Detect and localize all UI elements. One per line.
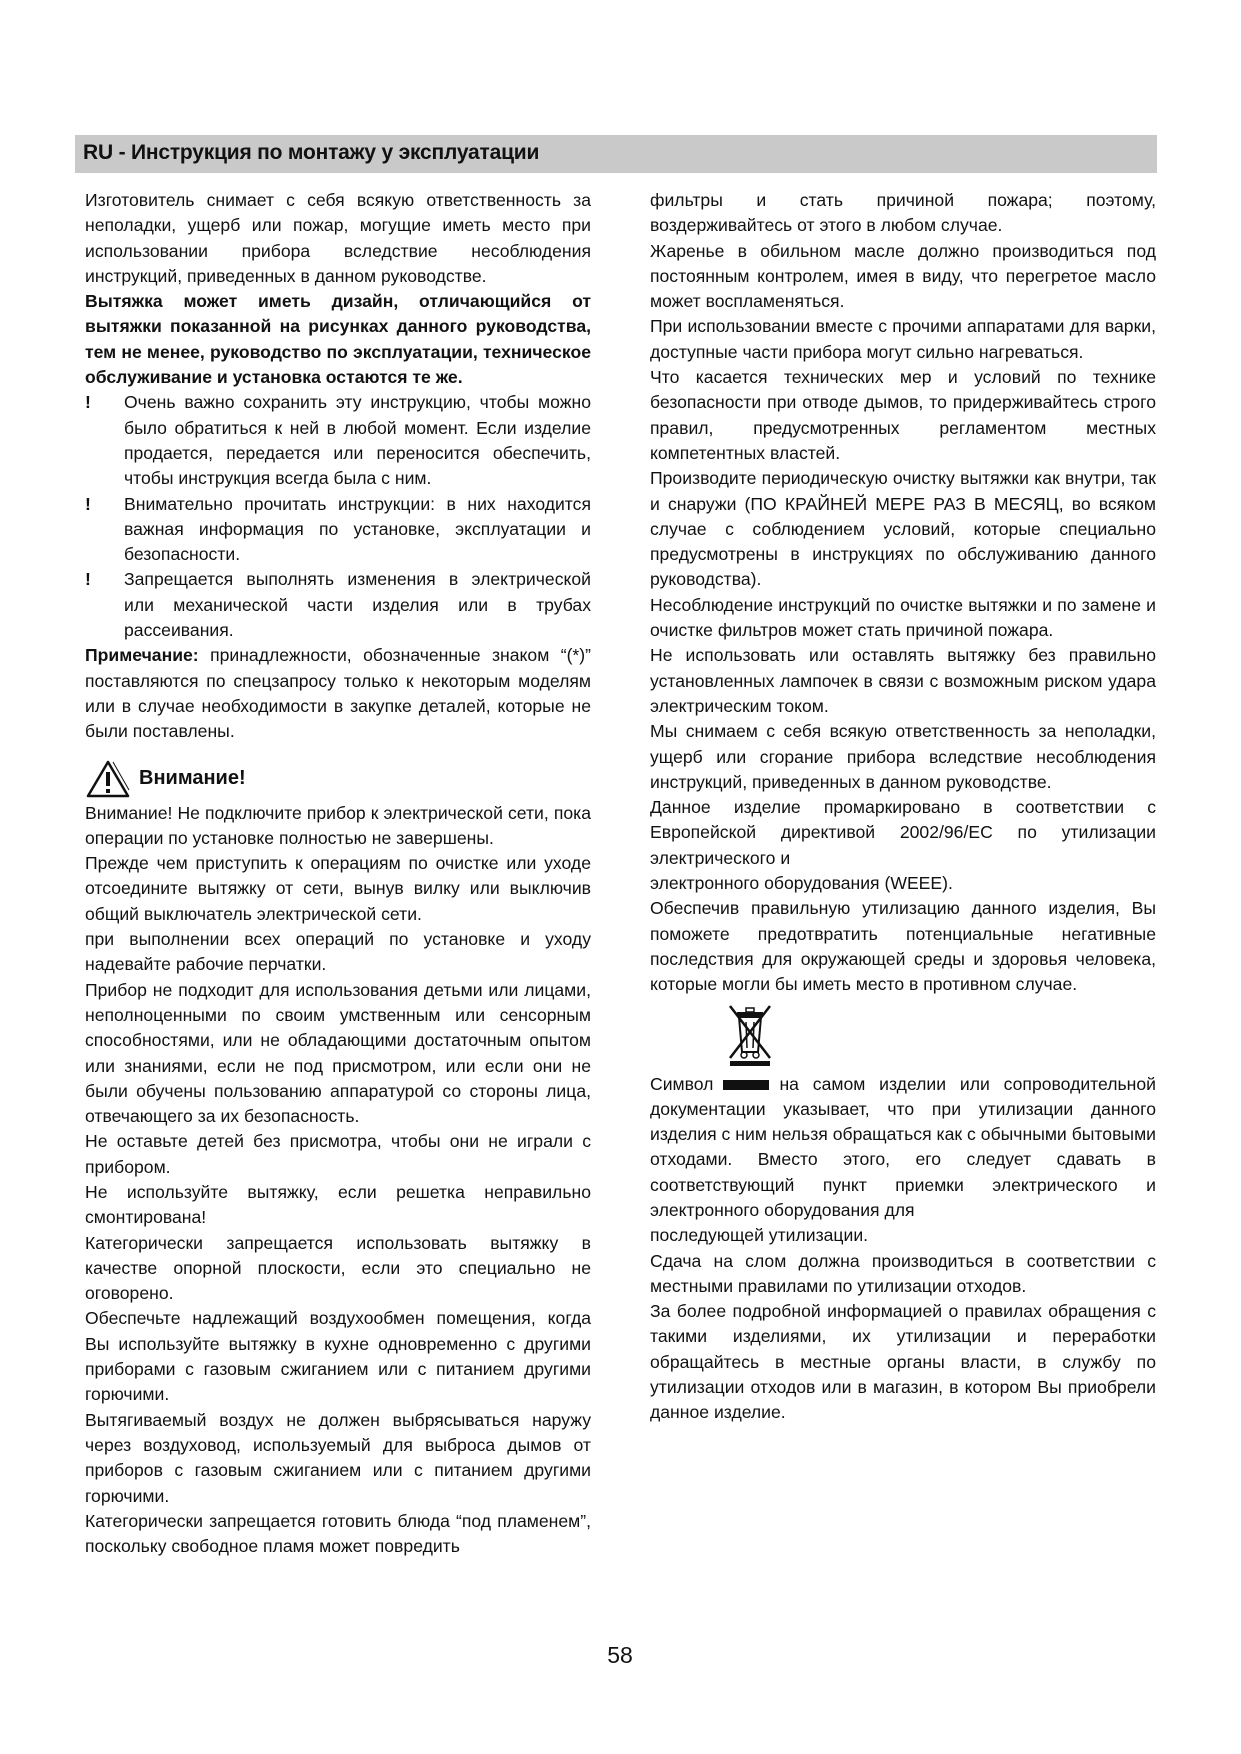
safety-paragraph: фильтры и стать причиной пожара; поэтому, воздерживайтесь от этого в любом случае. [650,190,1156,236]
safety-paragraph: Производите периодическую очистку вытяжки как внутри, так и снаружи (ПО КРАЙНЕЙ МЕРЕ РАЗ В МЕСЯЦ, во всяком случае с соблюдением условий, которые специально предусмотрены в инструкциях по обслуживанию данного руководства). [650,468,1156,590]
warning-paragraph: Не используйте вытяжку, если решетка неправильно смонтирована! [85,1181,591,1228]
symbol-paragraph [650,1072,1156,1224]
exclamation-icon: ! [85,493,91,514]
design-notice: Вытяжка может иметь дизайн, отличающийся от вытяжки показанной на рисунках данного руководства, тем не менее, руководство по эксплуатации, техническое обслуживание и установка остаются те же. [85,291,591,388]
bullet-text: Очень важно сохранить эту инструкцию, чтобы можно было обратиться к ней в любой момент. Если изделие продается, передается или переносится обеспечить, чтобы инструкция всегда была с ним. [124,392,591,489]
disposal-paragraph: Сдача на слом должна производиться в соответствии с местными правилами по утилизации отходов. [650,1250,1156,1296]
symbol-label: Символ [650,1073,714,1094]
note-label: Примечание: [85,645,199,666]
weee-paragraph: электронного оборудования (WEEE). [650,873,953,894]
warning-paragraph: Обеспечьте надлежащий воздухообмен помещения, когда Вы используйте вытяжку в кухне одновременно с другими приборами с газовым сжиганием или с питанием другими горючими. [85,1308,591,1405]
warning-paragraph: Не оставьте детей без присмотра, чтобы они не играли с прибором. [85,1131,591,1177]
intro-paragraph: Изготовитель снимает с себя всякую ответственность за неполадки, ущерб или пожар, могущие иметь место при использовании прибора вследствие несоблюдения инструкций, приведенных в данном руководстве. [85,190,591,286]
bullet-item [85,567,591,643]
warning-paragraph: Вытягиваемый воздух не должен выбрясываться наружу через воздуховод, используемый для выброса дымов от приборов с газовым сжиганием или с питанием другими горючими. [85,1409,591,1506]
warning-paragraph: Прибор не подходит для использования детьми или лицами, неполноценными по своим умственным или сенсорным способностями, или не обладающими достаточным опытом или знаниями, если не под присмотром, или если они не были обучены пользованию аппаратурой со стороны лица, отвечающего за их безопасность. [85,979,591,1127]
safety-paragraph: Несоблюдение инструкций по очистке вытяжки и по замене и очистке фильтров может стать причиной пожара. [650,594,1156,641]
warning-paragraph: Категорически запрещается использовать вытяжку в качестве опорной плоскости, если это специально не оговорено. [85,1232,591,1304]
bullet-item [85,390,591,491]
bullet-text: Внимательно прочитать инструкции: в них находится важная информация по установке, эксплуатации и безопасности. [124,493,591,565]
left-column [85,188,591,1559]
weee-paragraph: Данное изделие промаркировано в соответствии с Европейской директивой 2002/96/EC по утилизации электрического и [650,797,1156,868]
warning-heading [85,759,591,799]
warning-paragraph: при выполнении всех операций по установке и уходу надевайте рабочие перчатки. [85,929,591,975]
warning-title: Внимание! [139,766,246,789]
symbol-text: на самом изделии или сопроводительной документации указывает, что при утилизации данного изделия с ним нельзя обращаться как с обычными бытовыми отходами. Вместо этого, его следует сдавать в соответствующий пункт приемки электрического и электронного оборудования для [650,1073,1156,1220]
note-paragraph [85,643,591,744]
black-bar-icon [723,1080,769,1090]
warning-triangle-icon [85,759,131,799]
right-column [650,188,1156,1426]
weee-symbol-row [650,998,1156,1072]
safety-paragraph: Жаренье в обильном масле должно производиться под постоянным контролем, имея в виду, что перегретое масло может воспламеняться. [650,240,1156,312]
page-number: 58 [607,1642,633,1668]
safety-paragraph: Что касается технических мер и условий по технике безопасности при отводе дымов, то придерживайтесь строго правил, предусмотренных регламентом местных компетентных властей. [650,367,1156,463]
safety-paragraph: При использовании вместе с прочими аппаратами для варки, доступные части прибора могут сильно нагреваться. [650,316,1156,362]
safety-paragraph: Мы снимаем с себя всякую ответственность за неполадки, ущерб или сгорание прибора вследствие несоблюдения инструкций, приведенных в данном руководстве. [650,721,1156,792]
bullet-text: Запрещается выполнять изменения в электрической или механической части изделия или в трубах рассеивания. [124,569,591,641]
warning-paragraph: Категорически запрещается готовить блюда “под пламенем”, поскольку свободное пламя может повредить [85,1510,591,1557]
section-header [75,135,1157,173]
section-title: RU - Инструкция по монтажу у эксплуатации [83,141,540,164]
warning-paragraph: Прежде чем приступить к операциям по очистке или уходе отсоедините вытяжку от сети, вынув вилку или выключив общий выключатель электрической сети. [85,853,591,924]
bullet-item [85,492,591,568]
note-text: принадлежности, обозначенные знаком “(*)” поставляются по спецзапросу только к некоторым моделям или в случае необходимости в закупке деталей, которые не были поставлены. [85,645,591,742]
weee-paragraph: Обеспечив правильную утилизацию данного изделия, Вы поможете предотвратить потенциальные негативные последствия для окружающей среды и здоровья человека, которые могли бы иметь место в противном случае. [650,898,1156,995]
disposal-paragraph: За более подробной информацией о правилах обращения с такими изделиями, их утилизации и переработки обращайтесь в местные органы власти, в службу по утилизации отходов или в магазин, в котором Вы приобрели данное изделие. [650,1301,1156,1423]
safety-paragraph: Не использовать или оставлять вытяжку без правильно установленных лампочек в связи с возможным риском удара электрическим током. [650,645,1156,716]
disposal-paragraph: последующей утилизации. [650,1225,869,1246]
warning-paragraph: Внимание! Не подключите прибор к электрической сети, пока операции по установке полностью не завершены. [85,802,591,848]
exclamation-icon: ! [85,569,91,590]
exclamation-icon: ! [85,392,91,413]
crossed-bin-icon [724,1000,776,1066]
